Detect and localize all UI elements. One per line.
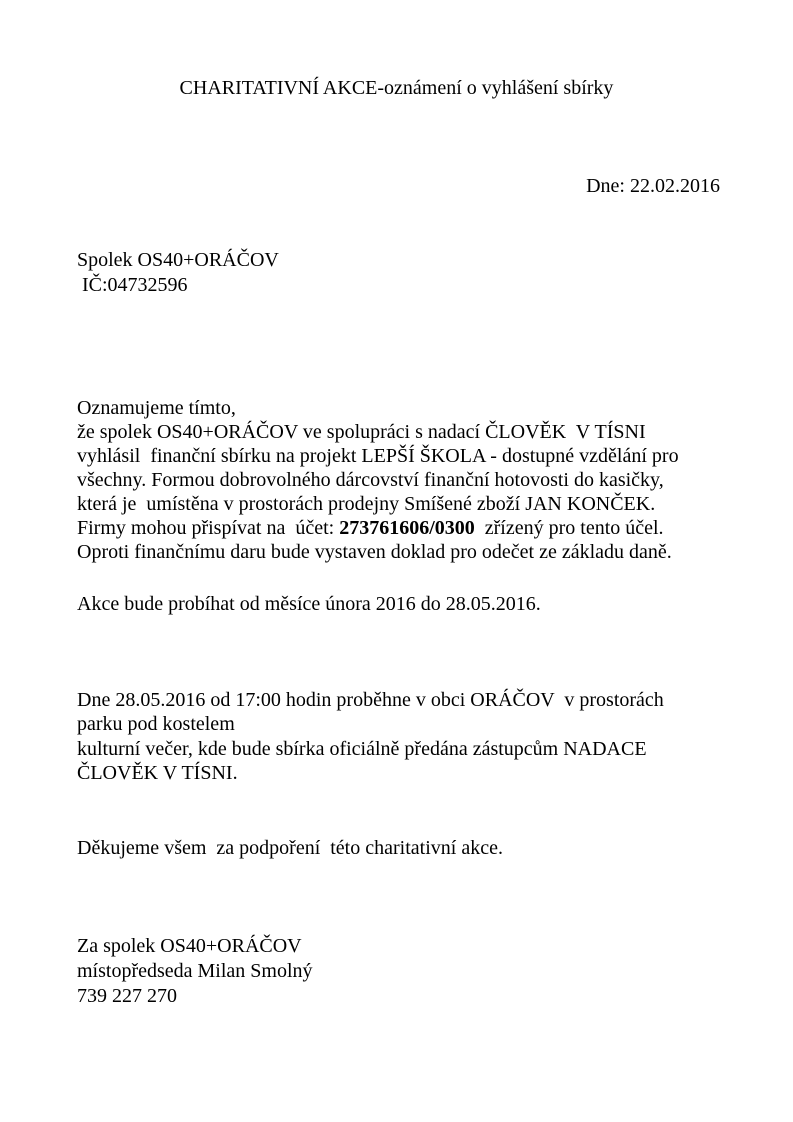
event-line-4: ČLOVĚK V TÍSNI. [77,762,238,784]
event-line-2: parku pod kostelem [77,713,235,735]
announcement-line-4: všechny. Formou dobrovolného dárcovství finanční hotovosti do kasičky, [77,469,664,491]
account-suffix: zřízený pro tento účel. [474,517,664,539]
sender-name: Spolek OS40+ORÁČOV [77,249,279,271]
announcement-line-1: Oznamujeme tímto, [77,397,236,419]
signature-line-1: Za spolek OS40+ORÁČOV [77,935,302,957]
event-line-3: kulturní večer, kde bude sbírka oficiálně předána zástupcům NADACE [77,738,647,760]
announcement-line-5: která je umístěna v prostorách prodejny Smíšené zboží JAN KONČEK. [77,493,656,515]
thanks-text: Děkujeme všem za podpoření této charitativní akce. [77,837,503,859]
signature-line-2: místopředseda Milan Smolný [77,960,313,982]
document-title: CHARITATIVNÍ AKCE-oznámení o vyhlášení sbírky [179,77,614,99]
bank-account-number: 273761606/0300 [339,517,475,539]
announcement-line-2: že spolek OS40+ORÁČOV ve spolupráci s nadací ČLOVĚK V TÍSNI [77,421,646,443]
account-prefix: Firmy mohou přispívat na účet: [77,517,340,539]
sender-ic: IČ:04732596 [77,274,188,296]
event-line-1: Dne 28.05.2016 od 17:00 hodin proběhne v obci ORÁČOV v prostorách [77,689,664,711]
duration-text: Akce bude probíhat od měsíce února 2016 do 28.05.2016. [77,593,541,615]
announcement-line-3: vyhlásil finanční sbírku na projekt LEPŠÍ ŠKOLA - dostupné vzdělání pro [77,445,679,467]
announcement-line-6 [77,516,664,540]
announcement-line-7: Oproti finančnímu daru bude vystaven doklad pro odečet ze základu daně. [77,541,672,563]
document-date: Dne: 22.02.2016 [586,175,720,197]
signature-phone: 739 227 270 [77,985,177,1007]
